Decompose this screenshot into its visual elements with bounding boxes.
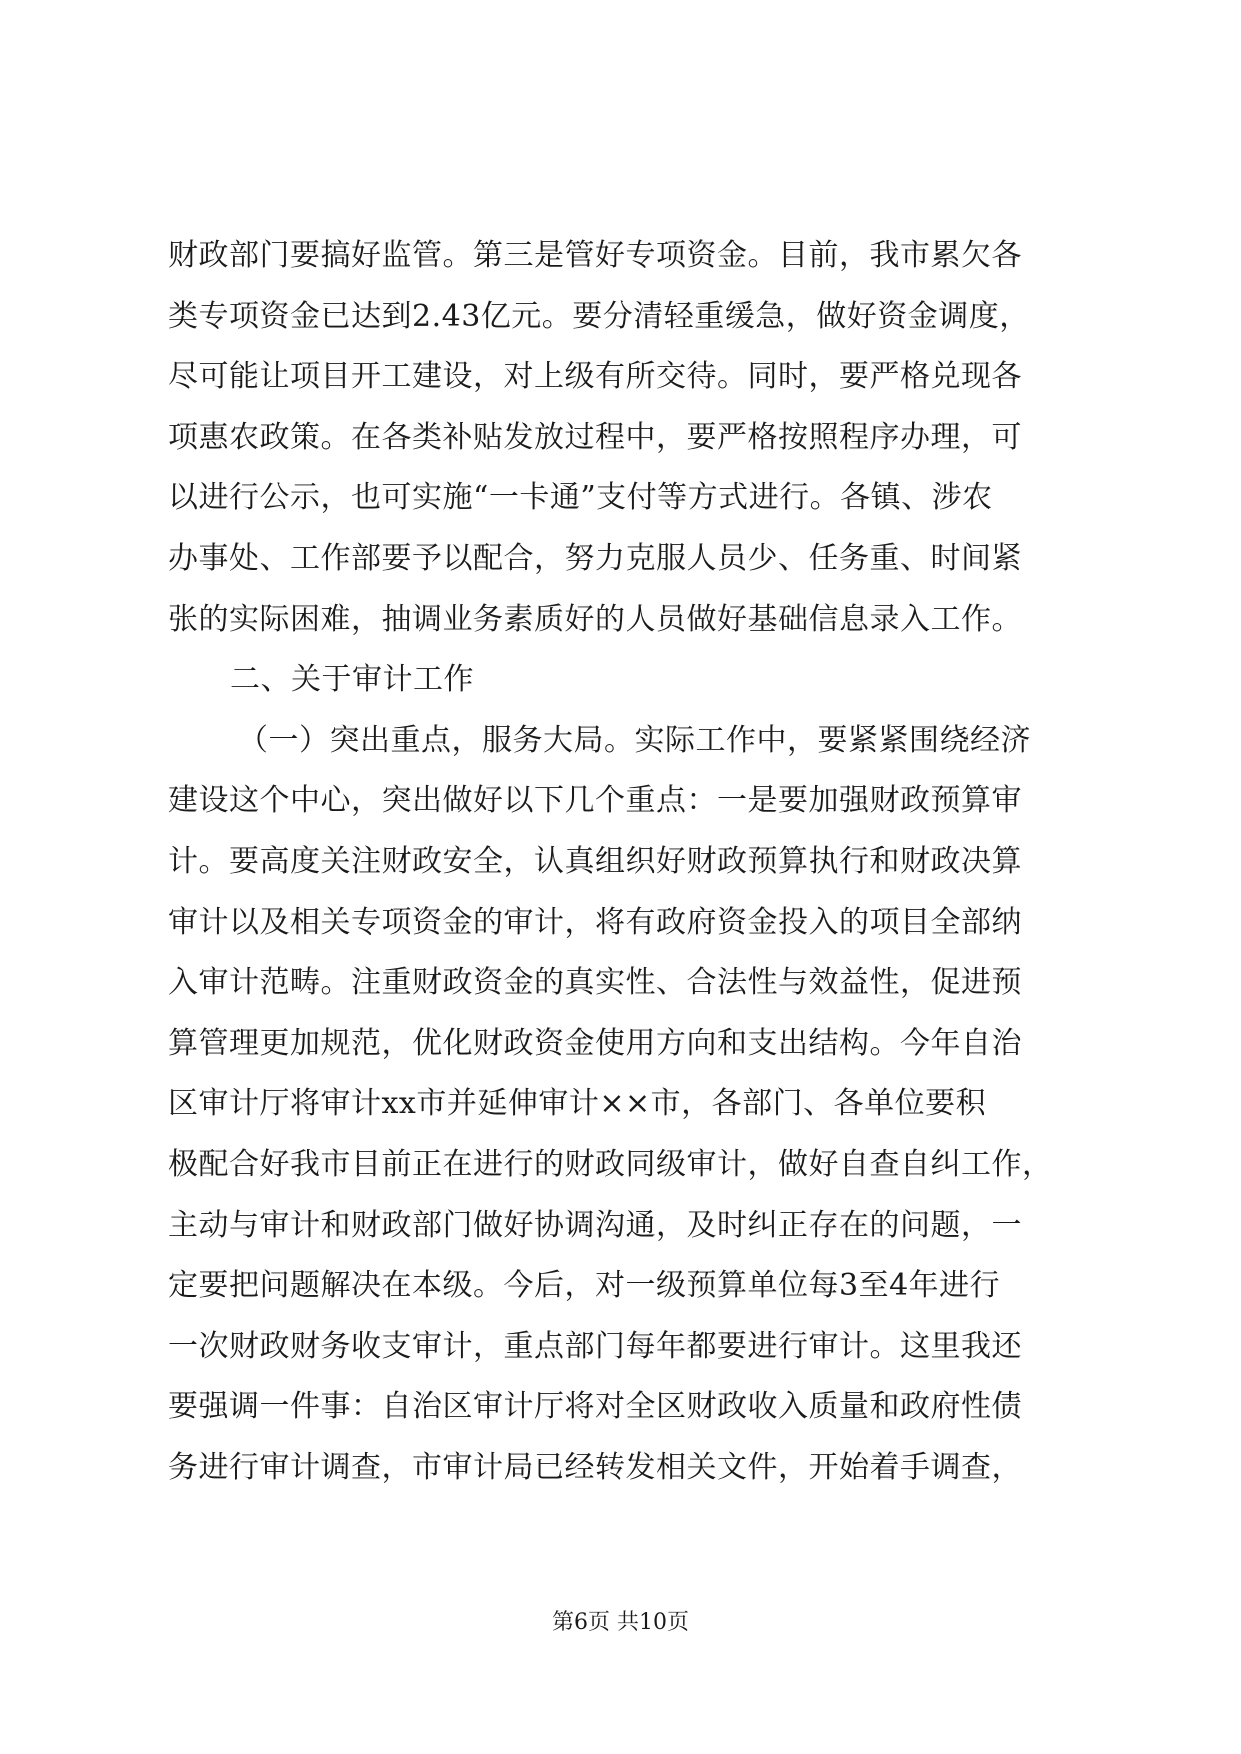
- text-line: 计。要高度关注财政安全，认真组织好财政预算执行和财政决算: [168, 843, 1022, 879]
- text-line: 以进行公示，也可实施“一卡通”支付等方式进行。各镇、涉农: [168, 480, 993, 516]
- text-line: 算管理更加规范，优化财政资金使用方向和支出结构。今年自治: [168, 1025, 1022, 1061]
- text-line: 项惠农政策。在各类补贴发放过程中，要严格按照程序办理，可: [168, 419, 1022, 455]
- document-body: [168, 226, 1084, 1498]
- text-line: 尽可能让项目开工建设，对上级有所交待。同时，要严格兑现各: [168, 359, 1022, 395]
- text-line: 主动与审计和财政部门做好协调沟通，及时纠正存在的问题，一: [168, 1207, 1022, 1243]
- text-line: 建设这个中心，突出做好以下几个重点：一是要加强财政预算审: [168, 783, 1022, 819]
- text-line: 务进行审计调查，市审计局已经转发相关文件，开始着手调查，: [168, 1449, 1022, 1485]
- page-number-label: 第6页 共10页: [552, 1610, 689, 1635]
- text-line: 审计以及相关专项资金的审计，将有政府资金投入的项目全部纳: [168, 904, 1022, 940]
- text-line: 区审计厅将审计xx市并延伸审计××市，各部门、各单位要积: [168, 1086, 987, 1122]
- text-line: （一）突出重点，服务大局。实际工作中，要紧紧围绕经济: [238, 722, 1031, 758]
- text-line: 张的实际困难，抽调业务素质好的人员做好基础信息录入工作。: [168, 601, 1022, 637]
- text-line: 类专项资金已达到2.43亿元。要分清轻重缓急，做好资金调度，: [168, 298, 1030, 334]
- text-line: 极配合好我市目前正在进行的财政同级审计，做好自查自纠工作，: [168, 1146, 1053, 1182]
- section-heading: 二、关于审计工作: [230, 662, 474, 698]
- text-line: 一次财政财务收支审计，重点部门每年都要进行审计。这里我还: [168, 1328, 1022, 1364]
- text-line: 办事处、工作部要予以配合，努力克服人员少、任务重、时间紧: [168, 540, 1022, 576]
- text-line: 财政部门要搞好监管。第三是管好专项资金。目前，我市累欠各: [168, 238, 1022, 273]
- page-footer: [0, 1608, 1241, 1638]
- text-line: 要强调一件事：自治区审计厅将对全区财政收入质量和政府性债: [168, 1389, 1022, 1425]
- text-line: 定要把问题解决在本级。今后，对一级预算单位每3至4年进行: [168, 1268, 1001, 1304]
- text-line: 入审计范畴。注重财政资金的真实性、合法性与效益性，促进预: [168, 965, 1022, 1001]
